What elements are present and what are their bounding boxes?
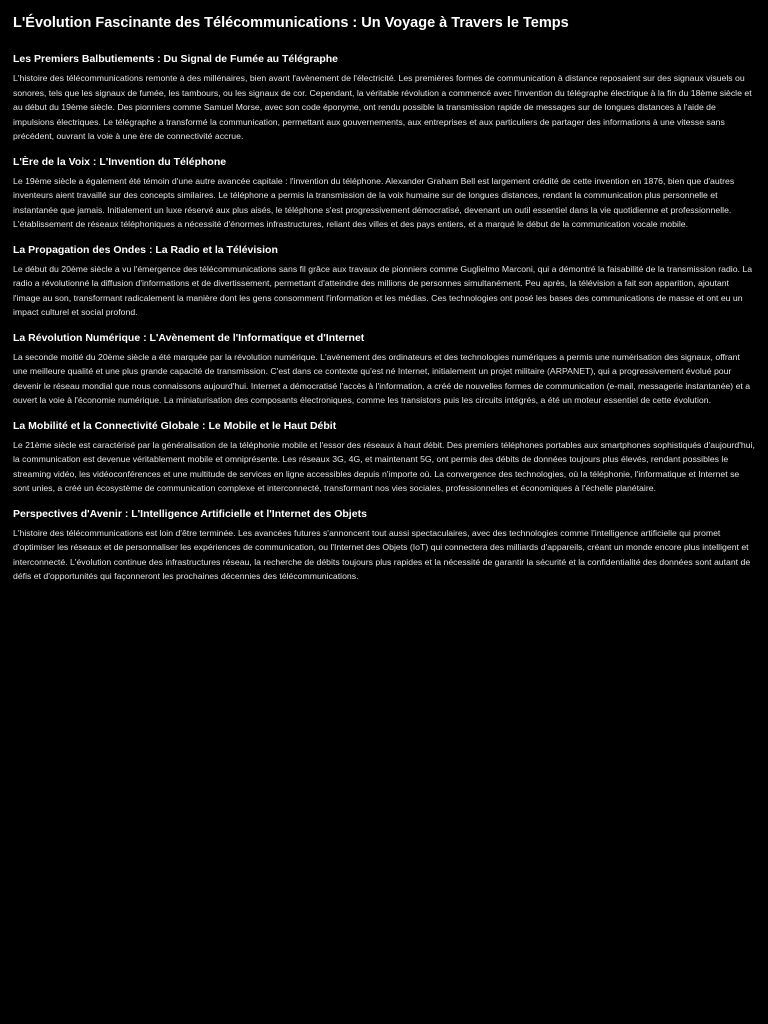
- section-paragraph: L'histoire des télécommunications est loin d'être terminée. Les avancées futures s'annoncent tout aussi spectaculaires, avec des technologies comme l'intelligence artificielle qui promet d'optimiser les réseaux et de personnaliser les expériences de communication, ou l'Internet des Objets (IoT) qui connectera des milliards d'appareils, créant un monde encore plus intelligent et interconnecté. L'évolution continue des infrastructures réseau, la recherche de débits toujours plus rapides et la nécessité de garantir la sécurité et la confidentialité des données sont autant de défis et d'opportunités qui façonneront les prochaines décennies des télécommunications.: [13, 527, 751, 581]
- section-paragraph: L'histoire des télécommunications remonte à des millénaires, bien avant l'avènement de l'électricité. Les premières formes de communication à distance reposaient sur des signaux visuels ou sonores, tels que les signaux de fumée, les tambours, ou les signaux de cor. Cependant, la véritable révolution a commencé avec l'invention du télégraphe électrique à la fin du 18ème siècle et au début du 19ème siècle. Des pionniers comme Samuel Morse, avec son code éponyme, ont rendu possible la transmission rapide de messages sur de longues distances à l'aide de impulsions électriques. Le télégraphe a transformé la communication, permettant aux gouvernements, aux entreprises et aux particuliers de partager des informations à une vitesse sans précédent, ouvrant la voie à une ère de connectivité accrue.: [13, 73, 752, 141]
- section-digital-revolution: [13, 332, 755, 408]
- section-heading: L'Ère de la Voix : L'Invention du Téléphone: [13, 155, 227, 168]
- section-heading: La Propagation des Ondes : La Radio et la Télévision: [13, 243, 278, 256]
- section-future: [13, 508, 755, 584]
- section-radio-tv: [13, 244, 755, 320]
- section-paragraph: Le début du 20ème siècle a vu l'émergence des télécommunications sans fil grâce aux travaux de pionniers comme Guglielmo Marconi, qui a démontré la faisabilité de la transmission radio. La radio a révolutionné la diffusion d'informations et de divertissement, permettant d'atteindre des millions de personnes simultanément. Peu après, la télévision a fait son apparition, ajoutant l'image au son, transformant radicalement la manière dont les gens consomment l'information et les médias. Ces technologies ont posé les bases des communications de masse et ont eu un impact culturel et social profond.: [13, 263, 753, 317]
- section-paragraph: La seconde moitié du 20ème siècle a été marquée par la révolution numérique. L'avènement des ordinateurs et des technologies numériques a permis une numérisation des signaux, offrant une meilleure qualité et une plus grande capacité de transmission. C'est dans ce contexte qu'est né Internet, initialement un projet militaire (ARPANET), qui a progressivement évolué pour devenir le réseau mondial que nous connaissons aujourd'hui. Internet a démocratisé l'accès à l'information, a créé de nouvelles formes de communication (e-mail, messagerie instantanée) et a ouvert la voie à l'économie numérique. La miniaturisation des composants électroniques, comme les transistors puis les circuits intégrés, a été un moteur essentiel de cette évolution.: [13, 351, 751, 405]
- section-paragraph: Le 21ème siècle est caractérisé par la généralisation de la téléphonie mobile et l'essor des réseaux à haut débit. Des premiers téléphones portables aux smartphones sophistiqués d'aujourd'hui, la communication est devenue véritablement mobile et omniprésente. Les réseaux 3G, 4G, et maintenant 5G, ont permis des débits de données toujours plus élevés, rendant possibles le streaming vidéo, les vidéoconférences et une multitude de services en ligne accessibles depuis n'importe où. La convergence des technologies, où la téléphonie, l'informatique et Internet se sont unies, a créé un écosystème de communication complexe et interconnecté, transformant nos vies sociales, professionnelles et économiques à l'échelle planétaire.: [13, 439, 755, 493]
- section-heading: La Révolution Numérique : L'Avènement de l'Informatique et d'Internet: [13, 331, 365, 344]
- section-paragraph: Le 19ème siècle a également été témoin d'une autre avancée capitale : l'invention du téléphone. Alexander Graham Bell est largement crédité de cette invention en 1876, bien que d'autres inventeurs aient travaillé sur des concepts similaires. Le téléphone a permis la transmission de la voix humaine sur de longues distances, rendant la communication plus personnelle et instantanée que jamais. Initialement un luxe réservé aux plus aisés, le téléphone s'est progressivement démocratisé, devenant un outil essentiel dans la vie quotidienne et professionnelle. L'établissement de réseaux téléphoniques a nécessité d'énormes infrastructures, reliant des villes et des pays entiers, et a marqué le début de la communication vocale mobile.: [13, 175, 735, 229]
- section-mobile-broadband: [13, 420, 755, 496]
- section-heading: Perspectives d'Avenir : L'Intelligence Artificielle et l'Internet des Objets: [13, 507, 367, 520]
- section-first-steps: [13, 53, 755, 144]
- section-telephone: [13, 156, 755, 232]
- section-heading: Les Premiers Balbutiements : Du Signal de Fumée au Télégraphe: [13, 53, 339, 65]
- page-title: L'Évolution Fascinante des Télécommunications : Un Voyage à Travers le Temps: [13, 15, 569, 31]
- section-heading: La Mobilité et la Connectivité Globale : Le Mobile et le Haut Débit: [13, 419, 337, 432]
